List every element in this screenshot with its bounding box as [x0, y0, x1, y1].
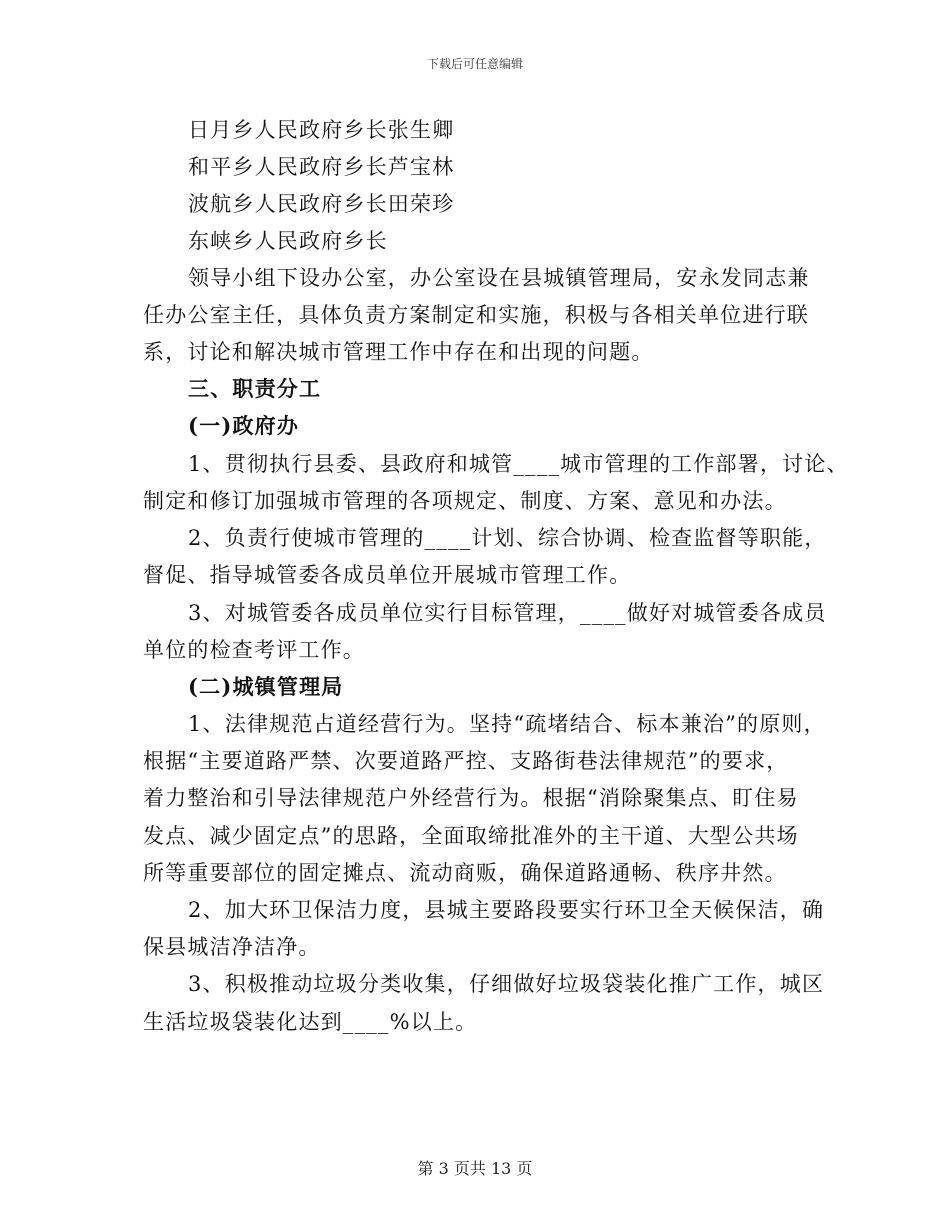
body-line: 3、积极推动垃圾分类收集，仔细做好垃圾袋装化推广工作，城区 — [188, 972, 825, 996]
body-line: 制定和修订加强城市管理的各项规定、制度、方案、意见和办法。 — [143, 489, 787, 513]
body-line: 2、负责行使城市管理的____计划、综合协调、检查监督等职能， — [188, 526, 827, 550]
body-line: 2、加大环卫保洁力度，县城主要路段要实行环卫全天候保洁，确 — [188, 898, 825, 922]
body-line: 生活垃圾袋装化达到____%以上。 — [143, 1010, 478, 1034]
section-heading: 三、职责分工 — [188, 376, 322, 401]
page-footer: 第 3 页共 13 页 — [417, 1159, 533, 1178]
body-line: 日月乡人民政府乡长张生卿 — [188, 118, 455, 142]
body-line: 领导小组下设办公室，办公室设在县城镇管理局，安永发同志兼 — [188, 266, 810, 290]
subsection-heading: (二)城镇管理局 — [188, 674, 344, 699]
body-line: 保县城洁净洁净。 — [143, 935, 321, 959]
body-line: 所等重要部位的固定摊点、流动商贩，确保道路通畅、秩序井然。 — [143, 861, 787, 885]
body-line: 任办公室主任，具体负责方案制定和实施，积极与各相关单位进行联 — [143, 303, 809, 327]
body-line: 波航乡人民政府乡长田荣珍 — [188, 192, 455, 216]
body-line: 系，讨论和解决城市管理工作中存在和出现的问题。 — [143, 340, 654, 364]
body-line: 3、对城管委各成员单位实行目标管理，____做好对城管委各成员 — [188, 601, 827, 625]
subsection-heading: (一)政府办 — [188, 413, 300, 438]
body-line: 单位的检查考评工作。 — [143, 638, 365, 662]
body-line: 发点、减少固定点”的思路，全面取缔批准外的主干道、大型公共场 — [143, 824, 799, 848]
body-line: 根据“主要道路严禁、次要道路严控、支路街巷法律规范”的要求， — [143, 749, 789, 773]
body-line: 督促、指导城管委各成员单位开展城市管理工作。 — [143, 563, 632, 587]
body-line: 和平乡人民政府乡长芦宝林 — [188, 155, 455, 179]
body-line: 1、贯彻执行县委、县政府和城管____城市管理的工作部署，讨论、 — [188, 452, 849, 476]
page-header: 下载后可任意编辑 — [426, 57, 523, 71]
body-line: 东峡乡人民政府乡长 — [188, 229, 388, 253]
body-line: 着力整治和引导法律规范户外经营行为。根据“消除聚集点、盯住易 — [143, 786, 799, 810]
body-line: 1、法律规范占道经营行为。坚持“疏堵结合、标本兼治”的原则， — [188, 712, 826, 736]
